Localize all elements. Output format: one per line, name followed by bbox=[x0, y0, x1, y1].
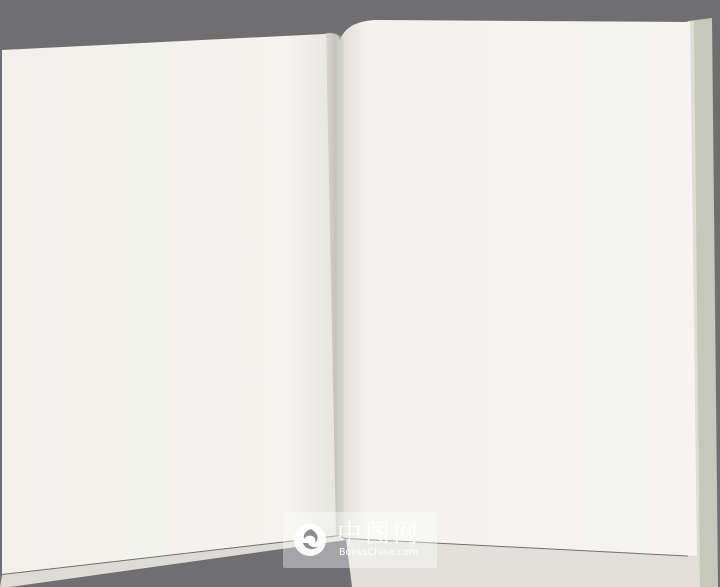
watermark-chinese: 中图网 bbox=[337, 519, 422, 548]
watermark-logo bbox=[291, 521, 329, 559]
watermark-english: BooksChina.com bbox=[339, 547, 419, 558]
